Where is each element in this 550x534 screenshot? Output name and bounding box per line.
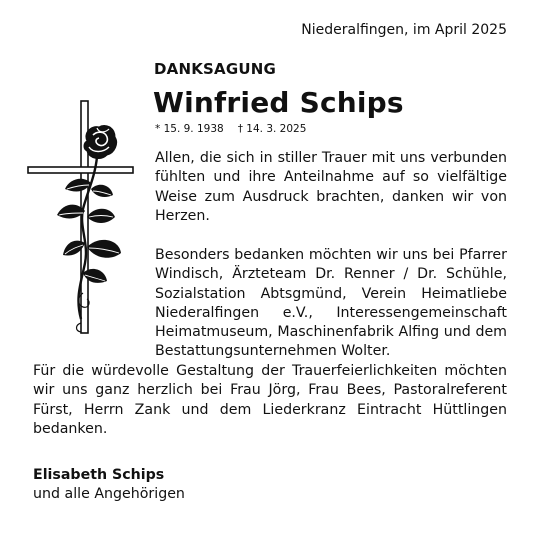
life-dates	[155, 123, 306, 135]
thanks-paragraph: Allen, die sich in stiller Trauer mit uns verbunden fühlten und ihre Anteilnahme auf so vielfältige Weise zum Ausdruck brachten, danken wir von Herzen.	[155, 150, 507, 224]
place-date: Niederalfingen, im April 2025	[301, 22, 507, 38]
signature-name: Elisabeth Schips	[33, 467, 165, 483]
signature-relatives: und alle Angehörigen	[33, 486, 185, 503]
signature-block	[33, 466, 185, 505]
death-date: † 14. 3. 2025	[237, 123, 307, 135]
cross-rose-icon	[25, 97, 140, 337]
ceremony-thanks-paragraph: Für die würdevolle Gestaltung der Trauerfeierlichkeiten möchten wir uns ganz herzlich bei Frau Jörg, Frau Bees, Pastoralreferent Fürst, Herrn Zank und dem Liederkranz Eintracht Hüttlingen bedanken.	[33, 363, 507, 437]
birth-date: * 15. 9. 1938	[155, 123, 224, 135]
deceased-name: Winfried Schips	[153, 86, 404, 119]
special-thanks-paragraph: Besonders bedanken möchten wir uns bei Pfarrer Windisch, Ärzteteam Dr. Renner / Dr. Schühle, Sozialstation Abtsgmünd, Verein Heimatliebe Niederalfingen e.V., Interessengemeinschaft Heimatmuseum, Maschinenfabrik Alfing und dem Bestattungsunternehmen Wolter.	[155, 247, 507, 360]
notice-heading: DANKSAGUNG	[154, 60, 277, 78]
